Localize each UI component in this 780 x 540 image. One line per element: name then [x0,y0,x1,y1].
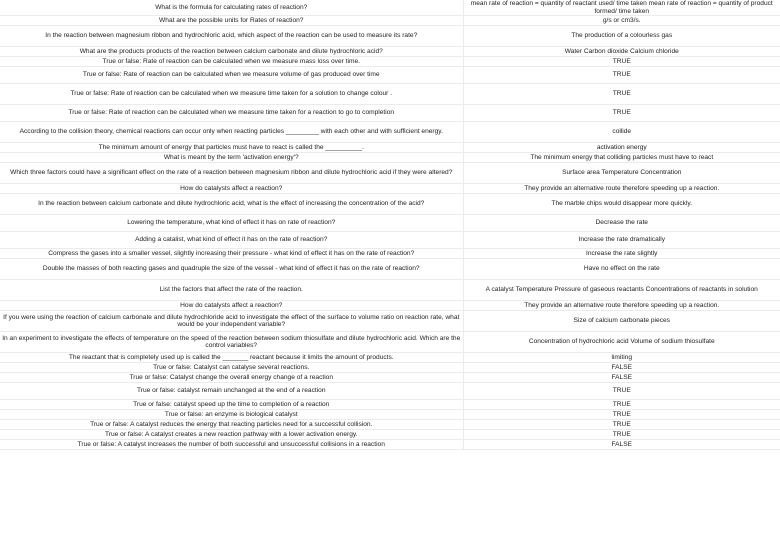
answer-cell: They provide an alternative route therefore speeding up a reaction. [463,301,780,311]
question-cell: Which three factors could have a significant effect on the rate of a reaction between magnesium ribbon and dilute hydrochloric acid if they were altered? [0,163,463,184]
answer-cell: Water Carbon dioxide Calcium chloride [463,47,780,57]
question-cell: In the reaction between magnesium ribbon and hydrochloric acid, which aspect of the reaction can be used to measure its rate? [0,26,463,47]
question-cell: True or false: catalyst remain unchanged at the end of a reaction [0,383,463,400]
question-cell: Lowering the temperature, what kind of effect it has on rate of reaction? [0,215,463,232]
answer-cell: The minimum energy that colliding particles must have to react [463,153,780,163]
question-cell: What is the formula for calculating rates of reaction? [0,0,463,16]
question-cell: Compress the gases into a smaller vessel, slightly increasing their pressure - what kind of effect it has on the rate of reaction? [0,249,463,259]
table-row [0,440,780,450]
table-row [0,0,780,16]
table-row [0,105,780,122]
answer-cell: collide [463,122,780,143]
table-row [0,163,780,184]
question-cell: True or false: Rate of reaction can be calculated when we measure time taken for a reaction to go to completion [0,105,463,122]
table-row [0,215,780,232]
answer-cell: Decrease the rate [463,215,780,232]
question-cell: How do catalysts affect a reaction? [0,184,463,194]
table-row [0,383,780,400]
question-cell: True or false: A catalyst increases the number of both successful and unsuccessful collisions in a reaction [0,440,463,450]
answer-cell: TRUE [463,383,780,400]
answer-cell: The marble chips would disappear more quickly. [463,194,780,215]
question-cell: The minimum amount of energy that particles must have to react is called the __________. [0,143,463,153]
answer-cell: TRUE [463,430,780,440]
answer-cell: Size of calcium carbonate pieces [463,311,780,332]
table-row [0,194,780,215]
answer-cell: They provide an alternative route therefore speeding up a reaction. [463,184,780,194]
question-cell: If you were using the reaction of calcium carbonate and dilute hydrochloride acid to investigate the effect of the surface to volume ratio on reaction rate, what would be your independent variable? [0,311,463,332]
table-row [0,249,780,259]
answer-cell: TRUE [463,410,780,420]
answer-cell: TRUE [463,400,780,410]
answer-cell: Concentration of hydrochloric acid Volume of sodium thiosulfate [463,332,780,353]
answer-cell: g/s or cm3/s. [463,16,780,26]
table-row [0,353,780,363]
answer-cell: FALSE [463,363,780,373]
question-cell: What are the possible units for Rates of reaction? [0,16,463,26]
question-cell: List the factors that affect the rate of the reaction. [0,280,463,301]
question-cell: In the reaction between calcium carbonate and dilute hydrochloric acid, what is the effect of increasing the concentration of the acid? [0,194,463,215]
answer-cell: mean rate of reaction = quantity of reactant used/ time taken mean rate of reaction = quantity of product formed/ time taken [463,0,780,16]
answer-cell: FALSE [463,440,780,450]
table-row [0,143,780,153]
table-row [0,122,780,143]
question-cell: True or false: Catalyst can catalyse several reactions. [0,363,463,373]
answer-cell: The production of a colourless gas [463,26,780,47]
answer-cell: TRUE [463,84,780,105]
table-row [0,301,780,311]
question-cell: True or false: Rate of reaction can be calculated when we measure time taken for a solution to change colour . [0,84,463,105]
table-row [0,57,780,67]
table-row [0,259,780,280]
question-cell: Double the masses of both reacting gases and quadruple the size of the vessel - what kind of effect it has on the rate of reaction? [0,259,463,280]
question-cell: True or false: A catalyst reduces the energy that reacting particles need for a successful collision. [0,420,463,430]
answer-cell: TRUE [463,67,780,84]
question-cell: The reactant that is completely used up is called the _______ reactant because it limits the amount of products. [0,353,463,363]
answer-cell: activation energy [463,143,780,153]
answer-cell: A catalyst Temperature Pressure of gaseous reactants Concentrations of reactants in solution [463,280,780,301]
question-cell: True or false: Catalyst change the overall energy change of a reaction [0,373,463,383]
answer-cell: TRUE [463,57,780,67]
table-row [0,184,780,194]
question-cell: True or false: catalyst speed up the time to completion of a reaction [0,400,463,410]
question-cell: True or false: Rate of reaction can be calculated when we measure volume of gas produced over time [0,67,463,84]
table-row [0,16,780,26]
question-cell: True or false: Rate of reaction can be calculated when we measure mass loss over time. [0,57,463,67]
answer-cell: Increase the rate dramatically [463,232,780,249]
answer-cell: Have no effect on the rate [463,259,780,280]
table-row [0,332,780,353]
answer-cell: limiting [463,353,780,363]
table-row [0,420,780,430]
table-row [0,430,780,440]
table-row [0,410,780,420]
question-cell: How do catalysts affect a reaction? [0,301,463,311]
table-row [0,311,780,332]
table-row [0,67,780,84]
table-row [0,232,780,249]
question-cell: True or false: an enzyme is biological catalyst [0,410,463,420]
table-row [0,47,780,57]
question-cell: According to the collision theory, chemical reactions can occur only when reacting particles _________ with each other and with sufficient energy. [0,122,463,143]
question-cell: Adding a catalist, what kind of effect it has on the rate of reaction? [0,232,463,249]
answer-cell: TRUE [463,420,780,430]
question-cell: What is meant by the term 'activation energy'? [0,153,463,163]
table-row [0,280,780,301]
answer-cell: Increase the rate slightly [463,249,780,259]
table-row [0,373,780,383]
table-row [0,26,780,47]
table-row [0,400,780,410]
table-row [0,153,780,163]
question-cell: True or false: A catalyst creates a new reaction pathway with a lower activation energy. [0,430,463,440]
answer-cell: FALSE [463,373,780,383]
table-row [0,363,780,373]
answer-cell: Surface area Temperature Concentration [463,163,780,184]
answer-cell: TRUE [463,105,780,122]
question-cell: What are the products products of the reaction between calcium carbonate and dilute hydrochloric acid? [0,47,463,57]
table-row [0,84,780,105]
question-cell: In an experiment to investigate the effects of temperature on the speed of the reaction between sodium thiosulfate and dilute hydrochloric acid. Which are the control variables? [0,332,463,353]
